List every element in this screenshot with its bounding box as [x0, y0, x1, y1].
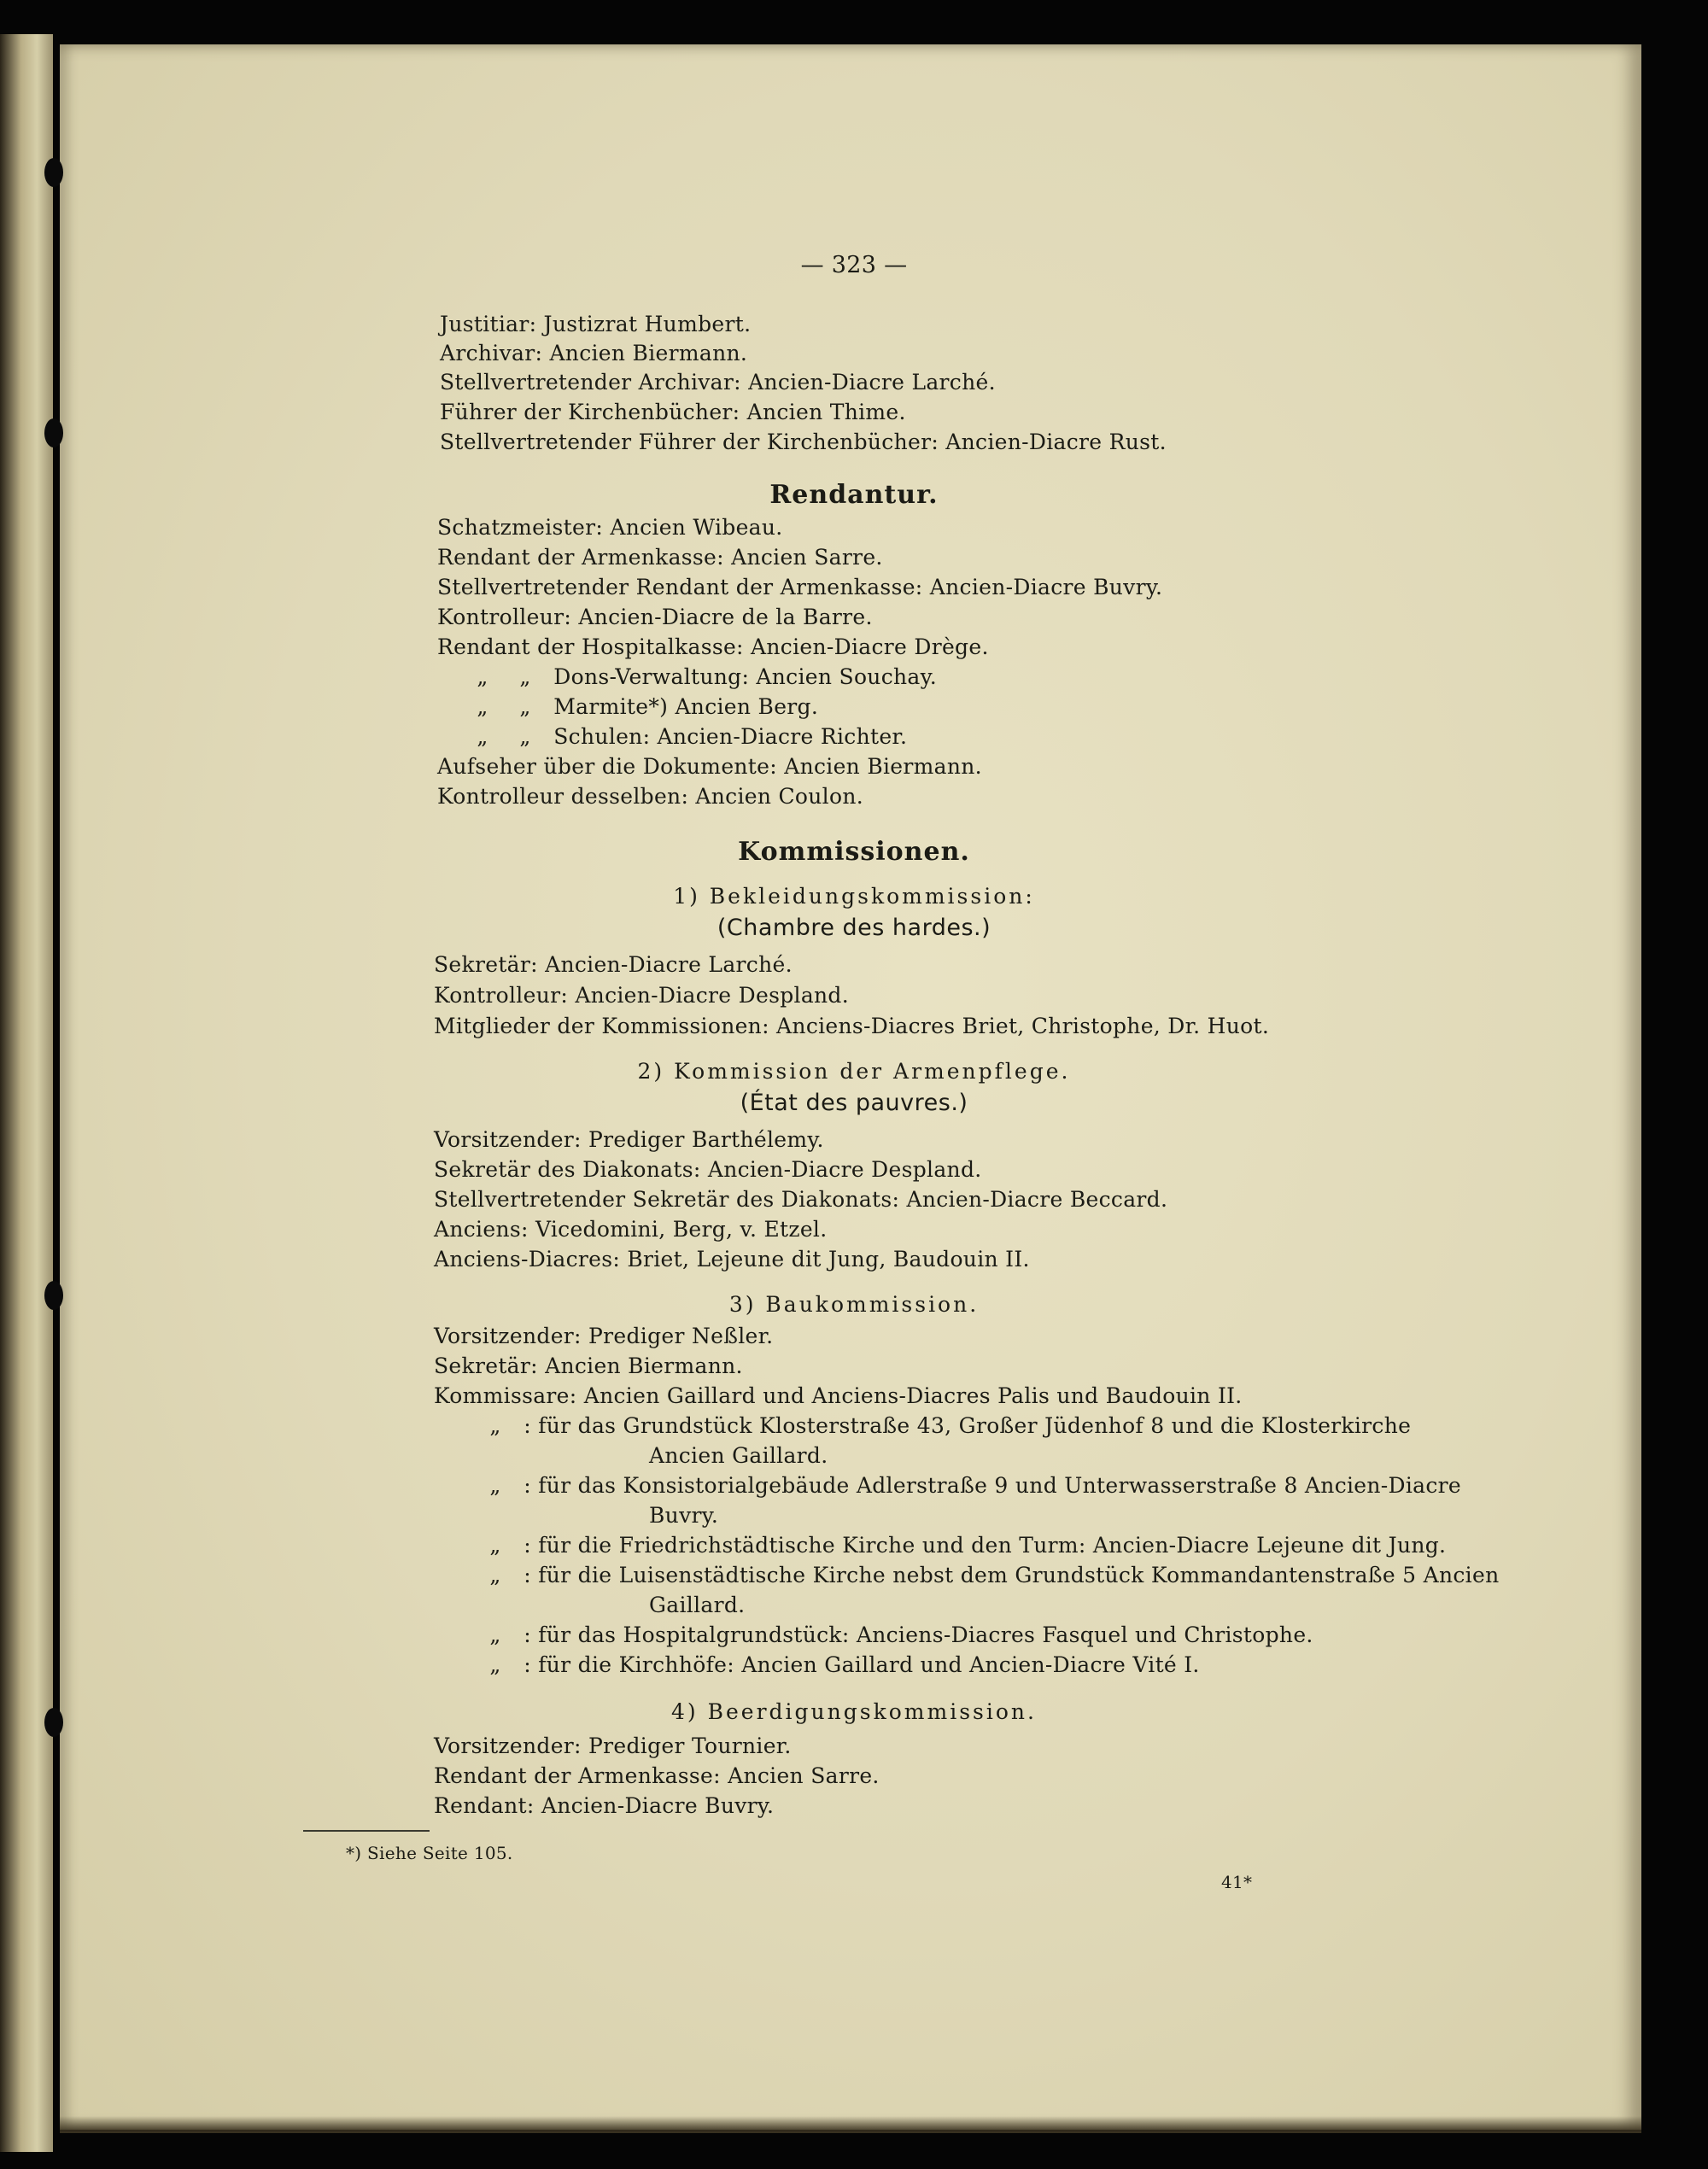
commission-item — [474, 1533, 1446, 1558]
text-line: Sekretär: Ancien-Diacre Larché. — [434, 952, 793, 977]
text-line: Vorsitzender: Prediger Neßler. — [434, 1324, 774, 1348]
ditto-mark: „ — [489, 1473, 501, 1498]
text-line: Kommissare: Ancien Gaillard und Anciens-Diacres Palis und Baudouin II. — [434, 1383, 1243, 1408]
ditto-text: Schulen: Ancien-Diacre Richter. — [553, 724, 908, 749]
text-line: Führer der Kirchenbücher: Ancien Thime. — [440, 400, 906, 424]
item-text: : für die Kirchhöfe: Ancien Gaillard und Ancien-Diacre Vité I. — [524, 1652, 1200, 1677]
item-text: : für die Friedrichstädtische Kirche und den Turm: Ancien-Diacre Lejeune dit Jung. — [524, 1533, 1447, 1558]
ditto-mark: „ — [489, 1622, 501, 1647]
page — [60, 44, 1641, 2130]
text-line: Vorsitzender: Prediger Barthélemy. — [434, 1127, 824, 1152]
subsection-subtitle: (Chambre des hardes.) — [717, 915, 991, 941]
commission-item — [474, 1652, 1200, 1677]
ditto-mark: „ — [519, 664, 531, 689]
text-line: Stellvertretender Rendant der Armenkasse: Ancien-Diacre Buvry. — [437, 575, 1163, 599]
text-line: Kontrolleur: Ancien-Diacre Despland. — [434, 983, 849, 1008]
text-line: Kontrolleur: Ancien-Diacre de la Barre. — [437, 605, 873, 629]
ditto-mark: „ — [489, 1652, 501, 1677]
signature-mark: 41* — [1221, 1872, 1253, 1892]
subsection-title: 3) Baukommission. — [728, 1292, 980, 1317]
text-line: Rendant: Ancien-Diacre Buvry. — [434, 1793, 775, 1818]
commission-item — [474, 1473, 1461, 1498]
commission-item — [474, 1563, 1499, 1587]
subsection-subtitle: (État des pauvres.) — [740, 1090, 968, 1116]
ditto-line — [461, 664, 937, 689]
ditto-mark: „ — [477, 724, 488, 749]
text-line: Mitglieder der Kommissionen: Anciens-Diacres Briet, Christophe, Dr. Huot. — [434, 1014, 1270, 1038]
ditto-text: Marmite*) Ancien Berg. — [553, 694, 819, 719]
item-text: : für das Konsistorialgebäude Adlerstraße 9 und Unterwasserstraße 8 Ancien-Diacre — [524, 1473, 1462, 1498]
binding-notch — [44, 1708, 63, 1737]
ditto-text: Dons-Verwaltung: Ancien Souchay. — [553, 664, 937, 689]
text-line: Rendant der Armenkasse: Ancien Sarre. — [437, 545, 883, 570]
subsection-title: 1) Bekleidungskommission: — [673, 884, 1035, 909]
text-line: Vorsitzender: Prediger Tournier. — [434, 1733, 792, 1758]
binding-notch — [44, 418, 63, 447]
text-line: Rendant der Armenkasse: Ancien Sarre. — [434, 1763, 880, 1788]
text-line: Stellvertretender Führer der Kirchenbücher: Ancien-Diacre Rust. — [440, 430, 1167, 454]
ditto-line — [461, 724, 907, 749]
footnote: *) Siehe Seite 105. — [346, 1843, 513, 1863]
ditto-mark: „ — [519, 724, 531, 749]
text-line: Kontrolleur desselben: Ancien Coulon. — [437, 784, 863, 809]
item-continuation: Gaillard. — [649, 1593, 746, 1617]
ditto-mark: „ — [489, 1413, 501, 1438]
footnote-rule — [303, 1830, 430, 1832]
text-line: Rendant der Hospitalkasse: Ancien-Diacre Drège. — [437, 634, 989, 659]
text-line: Anciens: Vicedomini, Berg, v. Etzel. — [434, 1217, 828, 1242]
text-line: Archivar: Ancien Biermann. — [440, 341, 748, 365]
text-line: Justitiar: Justizrat Humbert. — [440, 312, 752, 336]
text-line: Stellvertretender Sekretär des Diakonats: Ancien-Diacre Beccard. — [434, 1187, 1168, 1212]
subsection-title: 4) Beerdigungskommission. — [671, 1699, 1037, 1724]
subsection-title: 2) Kommission der Armenpflege. — [637, 1059, 1071, 1084]
ditto-mark: „ — [519, 694, 531, 719]
commission-item — [474, 1413, 1411, 1438]
item-text: : für das Grundstück Klosterstraße 43, Großer Jüdenhof 8 und die Klosterkirche — [524, 1413, 1412, 1438]
section-heading-kommissionen: Kommissionen. — [738, 837, 970, 867]
item-continuation: Ancien Gaillard. — [649, 1443, 828, 1468]
text-line: Aufseher über die Dokumente: Ancien Biermann. — [437, 754, 982, 779]
binding-notch — [44, 1281, 63, 1310]
text-line: Stellvertretender Archivar: Ancien-Diacre Larché. — [440, 370, 996, 395]
page-bottom-shadow — [60, 2116, 1641, 2133]
ditto-mark: „ — [489, 1533, 501, 1558]
commission-item — [474, 1622, 1313, 1647]
text-line: Sekretär des Diakonats: Ancien-Diacre Despland. — [434, 1157, 982, 1182]
item-continuation: Buvry. — [649, 1503, 719, 1528]
section-heading-rendantur: Rendantur. — [769, 480, 939, 510]
ditto-mark: „ — [489, 1563, 501, 1587]
book-spine-edge — [0, 34, 53, 2152]
ditto-mark: „ — [477, 694, 488, 719]
ditto-line — [461, 694, 818, 719]
text-line: Schatzmeister: Ancien Wibeau. — [437, 515, 783, 540]
binding-notch — [44, 158, 63, 187]
item-text: : für das Hospitalgrundstück: Anciens-Diacres Fasquel und Christophe. — [524, 1622, 1313, 1647]
page-number: — 323 — — [800, 252, 908, 278]
ditto-mark: „ — [477, 664, 488, 689]
text-line: Anciens-Diacres: Briet, Lejeune dit Jung, Baudouin II. — [434, 1247, 1030, 1272]
text-line: Sekretär: Ancien Biermann. — [434, 1353, 743, 1378]
item-text: : für die Luisenstädtische Kirche nebst dem Grundstück Kommandantenstraße 5 Ancien — [524, 1563, 1500, 1587]
